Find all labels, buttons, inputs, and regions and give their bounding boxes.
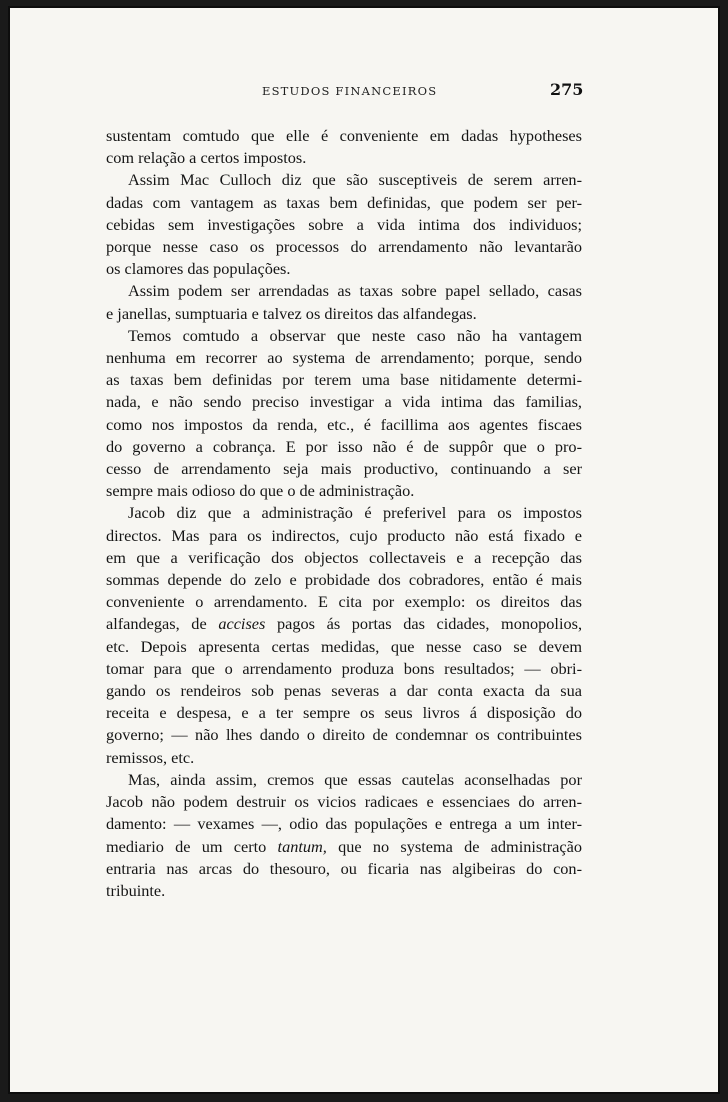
text-line — [106, 836, 582, 858]
text-line: as taxas bem definidas por terem uma base nitidamente determi- — [106, 370, 582, 390]
text-line: cesso de arrendamento seja mais productivo, continuando a ser — [106, 459, 582, 479]
text-line: conveniente o arrendamento. E cita por exemplo: os direitos das — [106, 592, 582, 612]
text-line: sommas depende do zelo e probidade dos cobradores, então é mais — [106, 570, 582, 590]
italic-term: tantum, — [277, 836, 327, 856]
body-text — [106, 125, 582, 902]
text-line: dadas com vantagem as taxas bem definidas, que podem ser per- — [106, 192, 582, 212]
text-line: gando os rendeiros sob penas severas a dar conta exacta da sua — [106, 681, 582, 701]
text-line: e janellas, sumptuaria e talvez os direitos das alfandegas. — [106, 303, 477, 323]
text-line: nada, e não sendo preciso investigar a vida intima das familias, — [106, 392, 582, 412]
text-line: como nos impostos da renda, etc., é facillima aos agentes fiscaes — [106, 414, 582, 434]
text-line: sustentam comtudo que elle é conveniente em dadas hypotheses — [106, 126, 582, 145]
text-line: receita e despesa, e a ter sempre os seus livros á disposição do — [106, 703, 582, 723]
text-line — [106, 613, 582, 635]
text-line: directos. Mas para os indirectos, cujo producto não está fixado e — [106, 525, 582, 545]
page-number: 275 — [550, 80, 584, 99]
text-line: Temos comtudo a observar que neste caso não ha vantagem — [128, 325, 582, 345]
text-line: cebidas sem investigações sobre a vida intima dos individuos; — [106, 214, 582, 234]
text-line: Assim Mac Culloch diz que são susceptiveis de serem arren- — [128, 170, 582, 190]
text-line: entraria nas arcas do thesouro, ou ficaria nas algibeiras do con- — [106, 858, 582, 878]
book-page — [8, 6, 720, 1094]
text-line: em que a verificação dos objectos collectaveis e a recepção das — [106, 547, 582, 567]
text-line: porque nesse caso os processos do arrendamento não levantarão — [106, 237, 582, 257]
page-header — [10, 80, 718, 108]
text-line: etc. Depois apresenta certas medidas, que nesse caso se devem — [106, 636, 582, 656]
italic-term: accises — [218, 614, 266, 634]
text-line: Assim podem ser arrendadas as taxas sobre papel sellado, casas — [128, 281, 582, 301]
text-line: Mas, ainda assim, cremos que essas cautelas aconselhadas por — [128, 769, 582, 789]
text-line: do governo a cobrança. E por isso não é de suppôr que o pro- — [106, 436, 582, 456]
text-line: nenhuma em recorrer ao systema de arrendamento; porque, sendo — [106, 348, 582, 368]
text-line: damento: — vexames —, odio das populações e entrega a um inter- — [106, 814, 582, 834]
running-title: ESTUDOS FINANCEIROS — [262, 84, 438, 98]
text-segment: mediario de um certo — [106, 836, 267, 856]
text-line: governo; — não lhes dando o direito de condemnar os contribuintes — [106, 725, 582, 745]
text-line: remissos, etc. — [106, 747, 195, 767]
text-line: tribuinte. — [106, 880, 166, 900]
text-line: sempre mais odioso do que o de administração. — [106, 481, 415, 501]
text-line: com relação a certos impostos. — [106, 148, 307, 168]
text-line: Jacob diz que a administração é preferivel para os impostos — [128, 503, 582, 523]
text-segment: pagos ás portas das cidades, monopolios, — [276, 614, 583, 634]
text-segment: alfandegas, de — [106, 614, 207, 634]
text-line: tomar para que o arrendamento produza bons resultados; — obri- — [106, 658, 582, 678]
text-segment: que no systema de administração — [338, 836, 582, 856]
text-line: os clamores das populações. — [106, 259, 291, 279]
text-line: Jacob não podem destruir os vicios radicaes e essenciaes do arren- — [106, 792, 582, 812]
